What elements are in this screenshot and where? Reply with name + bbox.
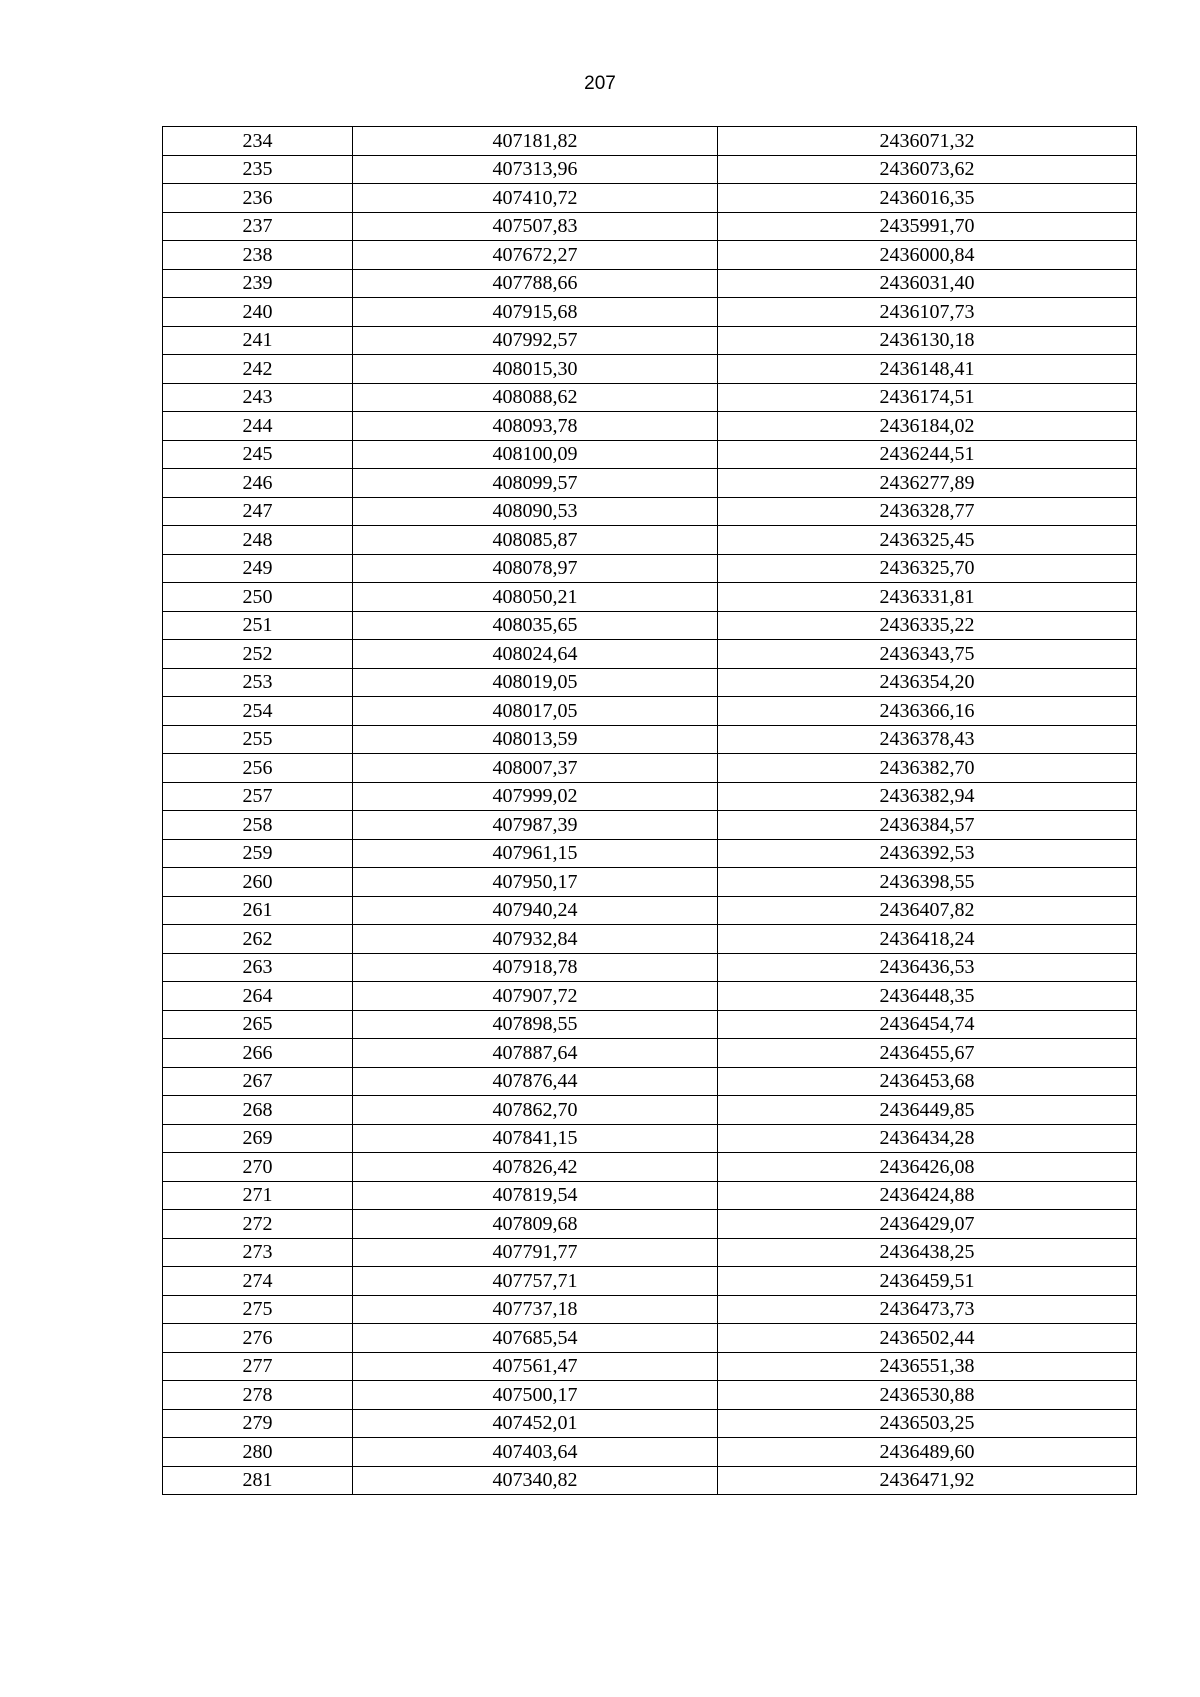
table-row xyxy=(163,754,1137,783)
y-coordinate-cell: 2436449,85 xyxy=(718,1096,1137,1125)
x-coordinate-cell: 407918,78 xyxy=(353,953,718,982)
x-coordinate-cell: 407809,68 xyxy=(353,1210,718,1239)
x-coordinate-cell: 407940,24 xyxy=(353,896,718,925)
point-number-cell: 240 xyxy=(163,298,353,327)
x-coordinate-cell: 407452,01 xyxy=(353,1409,718,1438)
y-coordinate-cell: 2436502,44 xyxy=(718,1324,1137,1353)
x-coordinate-cell: 407932,84 xyxy=(353,925,718,954)
table-row xyxy=(163,868,1137,897)
point-number-cell: 248 xyxy=(163,526,353,555)
point-number-cell: 257 xyxy=(163,782,353,811)
table-row xyxy=(163,469,1137,498)
point-number-cell: 269 xyxy=(163,1124,353,1153)
point-number-cell: 265 xyxy=(163,1010,353,1039)
y-coordinate-cell: 2436503,25 xyxy=(718,1409,1137,1438)
table-row xyxy=(163,212,1137,241)
point-number-cell: 270 xyxy=(163,1153,353,1182)
x-coordinate-cell: 408100,09 xyxy=(353,440,718,469)
y-coordinate-cell: 2436424,88 xyxy=(718,1181,1137,1210)
y-coordinate-cell: 2436016,35 xyxy=(718,184,1137,213)
table-row xyxy=(163,1324,1137,1353)
table-row xyxy=(163,155,1137,184)
table-row xyxy=(163,1295,1137,1324)
table-row xyxy=(163,526,1137,555)
point-number-cell: 280 xyxy=(163,1438,353,1467)
x-coordinate-cell: 407788,66 xyxy=(353,269,718,298)
x-coordinate-cell: 407410,72 xyxy=(353,184,718,213)
point-number-cell: 281 xyxy=(163,1466,353,1495)
y-coordinate-cell: 2436448,35 xyxy=(718,982,1137,1011)
point-number-cell: 263 xyxy=(163,953,353,982)
table-row xyxy=(163,1181,1137,1210)
y-coordinate-cell: 2436244,51 xyxy=(718,440,1137,469)
x-coordinate-cell: 407757,71 xyxy=(353,1267,718,1296)
point-number-cell: 241 xyxy=(163,326,353,355)
point-number-cell: 275 xyxy=(163,1295,353,1324)
point-number-cell: 266 xyxy=(163,1039,353,1068)
y-coordinate-cell: 2436071,32 xyxy=(718,127,1137,156)
x-coordinate-cell: 407826,42 xyxy=(353,1153,718,1182)
table-row xyxy=(163,1124,1137,1153)
x-coordinate-cell: 408015,30 xyxy=(353,355,718,384)
point-number-cell: 277 xyxy=(163,1352,353,1381)
table-row xyxy=(163,925,1137,954)
x-coordinate-cell: 407876,44 xyxy=(353,1067,718,1096)
y-coordinate-cell: 2436328,77 xyxy=(718,497,1137,526)
point-number-cell: 279 xyxy=(163,1409,353,1438)
point-number-cell: 250 xyxy=(163,583,353,612)
x-coordinate-cell: 407403,64 xyxy=(353,1438,718,1467)
x-coordinate-cell: 407862,70 xyxy=(353,1096,718,1125)
y-coordinate-cell: 2436418,24 xyxy=(718,925,1137,954)
table-row xyxy=(163,1238,1137,1267)
point-number-cell: 268 xyxy=(163,1096,353,1125)
table-row xyxy=(163,1010,1137,1039)
x-coordinate-cell: 407841,15 xyxy=(353,1124,718,1153)
x-coordinate-cell: 408019,05 xyxy=(353,668,718,697)
table-row xyxy=(163,355,1137,384)
point-number-cell: 236 xyxy=(163,184,353,213)
table-row xyxy=(163,1381,1137,1410)
point-number-cell: 259 xyxy=(163,839,353,868)
x-coordinate-cell: 407685,54 xyxy=(353,1324,718,1353)
point-number-cell: 264 xyxy=(163,982,353,1011)
table-row xyxy=(163,440,1137,469)
x-coordinate-cell: 407961,15 xyxy=(353,839,718,868)
point-number-cell: 272 xyxy=(163,1210,353,1239)
table-row xyxy=(163,982,1137,1011)
x-coordinate-cell: 407992,57 xyxy=(353,326,718,355)
table-row xyxy=(163,896,1137,925)
table-row xyxy=(163,127,1137,156)
table-row xyxy=(163,1409,1137,1438)
y-coordinate-cell: 2436107,73 xyxy=(718,298,1137,327)
point-number-cell: 252 xyxy=(163,640,353,669)
point-number-cell: 258 xyxy=(163,811,353,840)
point-number-cell: 239 xyxy=(163,269,353,298)
x-coordinate-cell: 407915,68 xyxy=(353,298,718,327)
x-coordinate-cell: 407313,96 xyxy=(353,155,718,184)
x-coordinate-cell: 407950,17 xyxy=(353,868,718,897)
coordinates-table xyxy=(162,126,1137,1495)
y-coordinate-cell: 2436073,62 xyxy=(718,155,1137,184)
table-row xyxy=(163,725,1137,754)
table-row xyxy=(163,611,1137,640)
y-coordinate-cell: 2436426,08 xyxy=(718,1153,1137,1182)
table-row xyxy=(163,412,1137,441)
point-number-cell: 234 xyxy=(163,127,353,156)
table-row xyxy=(163,1267,1137,1296)
point-number-cell: 247 xyxy=(163,497,353,526)
y-coordinate-cell: 2436325,70 xyxy=(718,554,1137,583)
y-coordinate-cell: 2436436,53 xyxy=(718,953,1137,982)
point-number-cell: 249 xyxy=(163,554,353,583)
x-coordinate-cell: 407561,47 xyxy=(353,1352,718,1381)
point-number-cell: 261 xyxy=(163,896,353,925)
x-coordinate-cell: 407507,83 xyxy=(353,212,718,241)
y-coordinate-cell: 2436429,07 xyxy=(718,1210,1137,1239)
x-coordinate-cell: 407791,77 xyxy=(353,1238,718,1267)
y-coordinate-cell: 2436384,57 xyxy=(718,811,1137,840)
table-body xyxy=(163,127,1137,1495)
y-coordinate-cell: 2436148,41 xyxy=(718,355,1137,384)
point-number-cell: 238 xyxy=(163,241,353,270)
x-coordinate-cell: 408088,62 xyxy=(353,383,718,412)
table-row xyxy=(163,1067,1137,1096)
y-coordinate-cell: 2436335,22 xyxy=(718,611,1137,640)
y-coordinate-cell: 2436184,02 xyxy=(718,412,1137,441)
y-coordinate-cell: 2436551,38 xyxy=(718,1352,1137,1381)
y-coordinate-cell: 2436382,94 xyxy=(718,782,1137,811)
point-number-cell: 260 xyxy=(163,868,353,897)
y-coordinate-cell: 2436392,53 xyxy=(718,839,1137,868)
point-number-cell: 276 xyxy=(163,1324,353,1353)
y-coordinate-cell: 2436407,82 xyxy=(718,896,1137,925)
page-number: 207 xyxy=(584,73,616,94)
x-coordinate-cell: 407340,82 xyxy=(353,1466,718,1495)
point-number-cell: 255 xyxy=(163,725,353,754)
y-coordinate-cell: 2436277,89 xyxy=(718,469,1137,498)
table-row xyxy=(163,1438,1137,1467)
x-coordinate-cell: 408093,78 xyxy=(353,412,718,441)
y-coordinate-cell: 2436455,67 xyxy=(718,1039,1137,1068)
y-coordinate-cell: 2436000,84 xyxy=(718,241,1137,270)
table-row xyxy=(163,241,1137,270)
point-number-cell: 278 xyxy=(163,1381,353,1410)
x-coordinate-cell: 408099,57 xyxy=(353,469,718,498)
point-number-cell: 246 xyxy=(163,469,353,498)
x-coordinate-cell: 408085,87 xyxy=(353,526,718,555)
x-coordinate-cell: 407819,54 xyxy=(353,1181,718,1210)
y-coordinate-cell: 2435991,70 xyxy=(718,212,1137,241)
y-coordinate-cell: 2436489,60 xyxy=(718,1438,1137,1467)
point-number-cell: 256 xyxy=(163,754,353,783)
y-coordinate-cell: 2436378,43 xyxy=(718,725,1137,754)
y-coordinate-cell: 2436130,18 xyxy=(718,326,1137,355)
table-row xyxy=(163,953,1137,982)
y-coordinate-cell: 2436398,55 xyxy=(718,868,1137,897)
point-number-cell: 273 xyxy=(163,1238,353,1267)
table-row xyxy=(163,383,1137,412)
point-number-cell: 242 xyxy=(163,355,353,384)
x-coordinate-cell: 407987,39 xyxy=(353,811,718,840)
x-coordinate-cell: 407887,64 xyxy=(353,1039,718,1068)
point-number-cell: 254 xyxy=(163,697,353,726)
table-row xyxy=(163,640,1137,669)
point-number-cell: 237 xyxy=(163,212,353,241)
y-coordinate-cell: 2436530,88 xyxy=(718,1381,1137,1410)
point-number-cell: 244 xyxy=(163,412,353,441)
x-coordinate-cell: 407737,18 xyxy=(353,1295,718,1324)
point-number-cell: 235 xyxy=(163,155,353,184)
y-coordinate-cell: 2436453,68 xyxy=(718,1067,1137,1096)
y-coordinate-cell: 2436438,25 xyxy=(718,1238,1137,1267)
y-coordinate-cell: 2436459,51 xyxy=(718,1267,1137,1296)
table-row xyxy=(163,1039,1137,1068)
y-coordinate-cell: 2436331,81 xyxy=(718,583,1137,612)
table-row xyxy=(163,1210,1137,1239)
y-coordinate-cell: 2436454,74 xyxy=(718,1010,1137,1039)
x-coordinate-cell: 407500,17 xyxy=(353,1381,718,1410)
y-coordinate-cell: 2436473,73 xyxy=(718,1295,1137,1324)
x-coordinate-cell: 408007,37 xyxy=(353,754,718,783)
table-row xyxy=(163,782,1137,811)
x-coordinate-cell: 408013,59 xyxy=(353,725,718,754)
x-coordinate-cell: 408090,53 xyxy=(353,497,718,526)
table-row xyxy=(163,697,1137,726)
x-coordinate-cell: 408024,64 xyxy=(353,640,718,669)
point-number-cell: 243 xyxy=(163,383,353,412)
table-row xyxy=(163,1352,1137,1381)
table-row xyxy=(163,269,1137,298)
table-row xyxy=(163,839,1137,868)
point-number-cell: 267 xyxy=(163,1067,353,1096)
table-row xyxy=(163,554,1137,583)
y-coordinate-cell: 2436174,51 xyxy=(718,383,1137,412)
x-coordinate-cell: 407907,72 xyxy=(353,982,718,1011)
table-row xyxy=(163,668,1137,697)
table-row xyxy=(163,1466,1137,1495)
table-row xyxy=(163,811,1137,840)
y-coordinate-cell: 2436382,70 xyxy=(718,754,1137,783)
table-row xyxy=(163,583,1137,612)
table-row xyxy=(163,184,1137,213)
table-row xyxy=(163,1153,1137,1182)
point-number-cell: 262 xyxy=(163,925,353,954)
point-number-cell: 245 xyxy=(163,440,353,469)
y-coordinate-cell: 2436434,28 xyxy=(718,1124,1137,1153)
table-row xyxy=(163,497,1137,526)
table-row xyxy=(163,326,1137,355)
x-coordinate-cell: 408017,05 xyxy=(353,697,718,726)
table-row xyxy=(163,298,1137,327)
y-coordinate-cell: 2436471,92 xyxy=(718,1466,1137,1495)
x-coordinate-cell: 408078,97 xyxy=(353,554,718,583)
point-number-cell: 253 xyxy=(163,668,353,697)
x-coordinate-cell: 407898,55 xyxy=(353,1010,718,1039)
point-number-cell: 251 xyxy=(163,611,353,640)
x-coordinate-cell: 408035,65 xyxy=(353,611,718,640)
point-number-cell: 271 xyxy=(163,1181,353,1210)
y-coordinate-cell: 2436366,16 xyxy=(718,697,1137,726)
point-number-cell: 274 xyxy=(163,1267,353,1296)
x-coordinate-cell: 407181,82 xyxy=(353,127,718,156)
y-coordinate-cell: 2436031,40 xyxy=(718,269,1137,298)
table-row xyxy=(163,1096,1137,1125)
y-coordinate-cell: 2436343,75 xyxy=(718,640,1137,669)
y-coordinate-cell: 2436354,20 xyxy=(718,668,1137,697)
x-coordinate-cell: 407672,27 xyxy=(353,241,718,270)
x-coordinate-cell: 407999,02 xyxy=(353,782,718,811)
y-coordinate-cell: 2436325,45 xyxy=(718,526,1137,555)
x-coordinate-cell: 408050,21 xyxy=(353,583,718,612)
